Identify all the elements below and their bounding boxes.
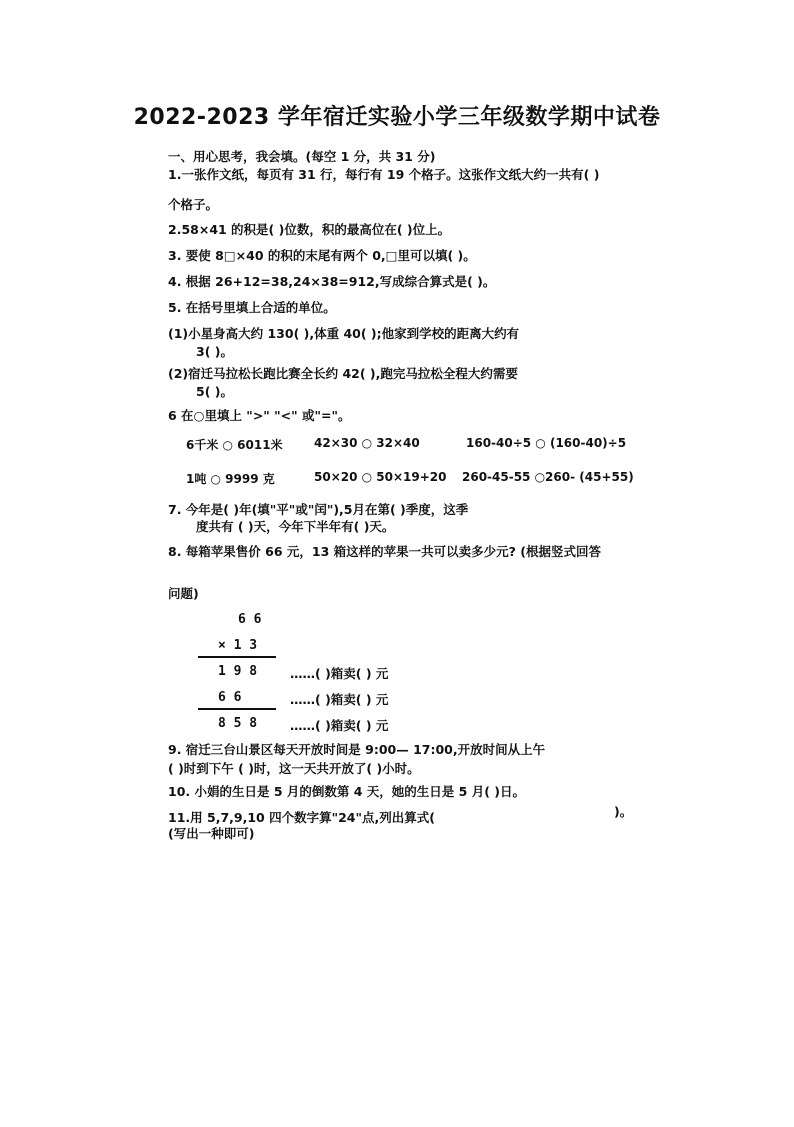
question-8-cont: 问题) — [168, 586, 199, 601]
compare-item: 6千米 ○ 6011米 — [186, 438, 283, 452]
compare-item: 160-40÷5 ○ (160-40)÷5 — [466, 436, 627, 450]
question-11-end: )。 — [614, 804, 633, 819]
question-4: 4. 根据 26+12=38,24×38=912,写成综合算式是( )。 — [168, 274, 496, 289]
compare-item: 42×30 ○ 32×40 — [314, 436, 420, 450]
vertical-note-3: ……( )箱卖( ) 元 — [290, 718, 389, 733]
vertical-rule — [198, 708, 276, 710]
compare-item: 260-45-55 ○260- (45+55) — [462, 470, 634, 484]
compare-item: 1吨 ○ 9999 克 — [186, 472, 275, 486]
question-1-cont: 个格子。 — [168, 197, 219, 212]
page-title: 2022-2023 学年宿迁实验小学三年级数学期中试卷 — [133, 105, 661, 130]
vertical-multiplier: × 1 3 — [218, 638, 258, 653]
vertical-product: 8 5 8 — [218, 716, 258, 731]
vertical-partial-2: 6 6 — [218, 690, 242, 705]
question-5: 5. 在括号里填上合适的单位。 — [168, 300, 336, 315]
question-5-2: (2)宿迁马拉松长跑比赛全长约 42( ),跑完马拉松全程大约需要 — [168, 366, 518, 381]
vertical-note-1: ……( )箱卖( ) 元 — [290, 666, 389, 681]
vertical-multiplicand: 6 6 — [238, 612, 262, 627]
vertical-note-2: ……( )箱卖( ) 元 — [290, 692, 389, 707]
question-11-note: (写出一种即可) — [168, 826, 255, 841]
question-9-cont: ( )时到下午 ( )时，这一天共开放了( )小时。 — [168, 761, 420, 776]
question-9: 9. 宿迁三台山景区每天开放时间是 9:00— 17:00,开放时间从上午 — [168, 742, 546, 757]
vertical-partial-1: 1 9 8 — [218, 664, 258, 679]
question-6: 6 在○里填上 ">" "<" 或"="。 — [168, 408, 351, 423]
question-7: 7. 今年是( )年(填"平"或"闰"),5月在第( )季度，这季 — [168, 502, 469, 517]
section-header: 一、用心思考，我会填。(每空 1 分，共 31 分) — [168, 149, 436, 164]
question-2: 2.58×41 的积是( )位数，积的最高位在( )位上。 — [168, 222, 451, 237]
question-5-2-cont: 5( )。 — [196, 384, 233, 399]
compare-item: 50×20 ○ 50×19+20 — [314, 470, 447, 484]
question-7-cont: 度共有 ( )天，今年下半年有( )天。 — [196, 519, 395, 534]
question-8: 8. 每箱苹果售价 66 元，13 箱这样的苹果一共可以卖多少元? (根据竖式回答 — [168, 544, 601, 559]
question-1: 1.一张作文纸，每页有 31 行，每行有 19 个格子。这张作文纸大约一共有( ) — [168, 167, 600, 182]
question-3: 3. 要使 8□×40 的积的末尾有两个 0,□里可以填( )。 — [168, 248, 476, 263]
question-5-1: (1)小星身高大约 130( ),体重 40( );他家到学校的距离大约有 — [168, 326, 520, 341]
vertical-rule — [198, 656, 276, 658]
question-5-1-cont: 3( )。 — [196, 344, 233, 359]
question-10: 10. 小娟的生日是 5 月的倒数第 4 天，她的生日是 5 月( )日。 — [168, 784, 525, 799]
question-11: 11.用 5,7,9,10 四个数字算"24"点,列出算式( — [168, 810, 435, 825]
